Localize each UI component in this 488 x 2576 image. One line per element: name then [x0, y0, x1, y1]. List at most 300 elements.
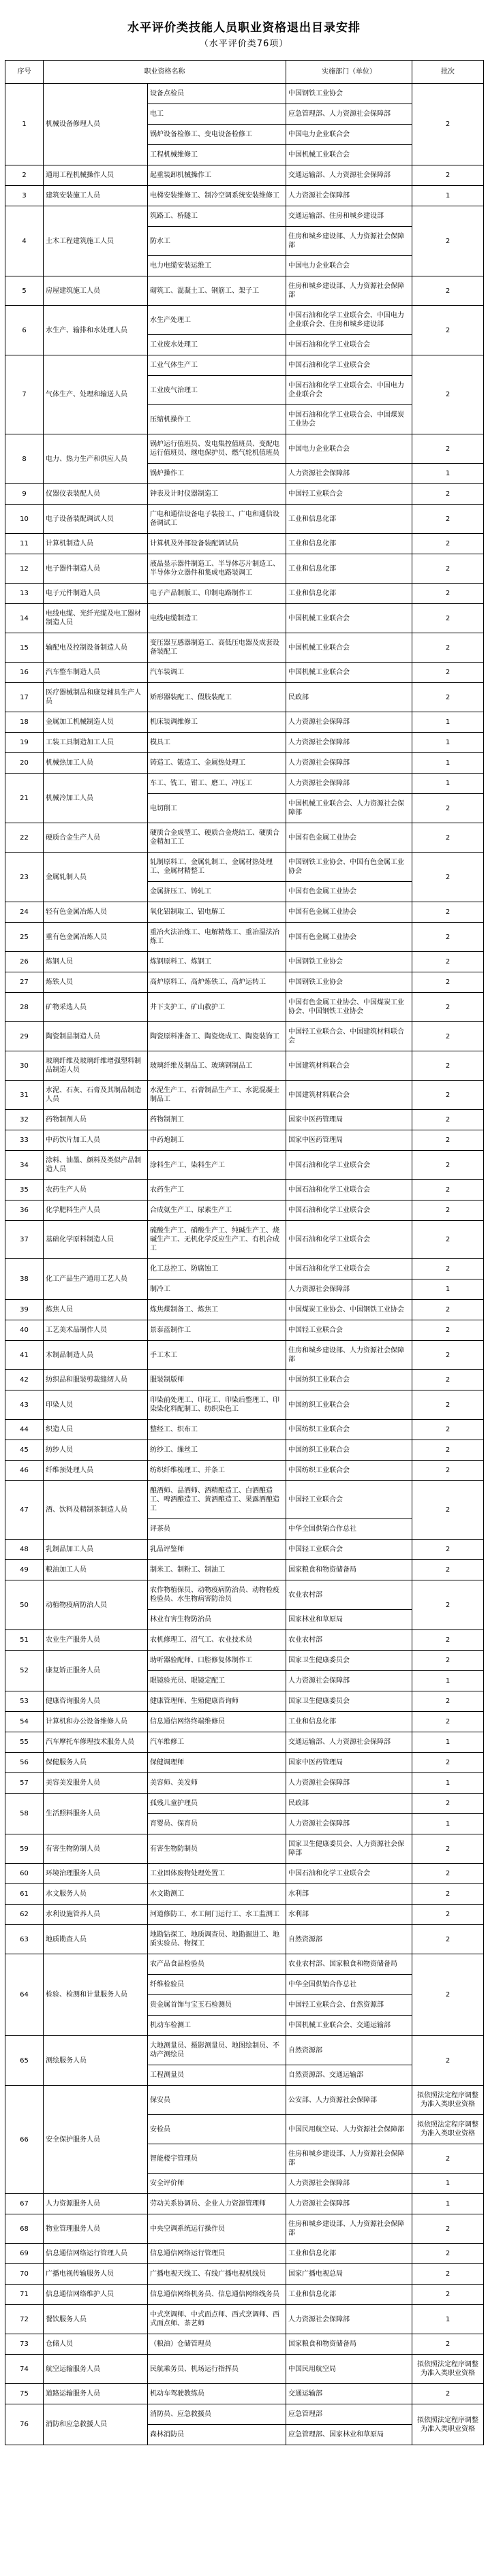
department-cell: 国家粮食和物资储备局 [286, 1560, 412, 1580]
department-cell: 中国轻工业联合会、自然资源部 [286, 1995, 412, 2016]
table-row [5, 853, 484, 882]
table-row [5, 1732, 484, 1753]
batch-cell: 2 [412, 633, 484, 663]
batch-cell: 拟依照法定程序调整为准入类职业资格 [412, 2086, 484, 2115]
qualification-cell: 劳动关系协调员、企业人力资源管理师 [148, 2194, 286, 2214]
table-row [5, 1151, 484, 1180]
batch-cell: 2 [412, 584, 484, 604]
department-cell: 工业和信息化部 [286, 584, 412, 604]
department-cell: 中国建筑材料联合会 [286, 1081, 412, 1110]
category-cell: 陶瓷制品制造人员 [44, 1022, 148, 1051]
batch-cell: 2 [412, 823, 484, 853]
table-row [5, 2264, 484, 2285]
department-cell: 中国建筑材料联合会 [286, 1051, 412, 1081]
department-cell: 中国电力企业联合会 [286, 434, 412, 464]
category-cell: 房屋建筑施工人员 [44, 276, 148, 306]
page-title: 水平评价类技能人员职业资格退出目录安排 [127, 21, 361, 35]
department-cell: 国家卫生健康委员会、人力资源社会保障部 [286, 1834, 412, 1864]
department-cell: 人力资源社会保障部 [286, 753, 412, 774]
batch-cell: 1 [412, 733, 484, 753]
qualification-cell: 设备点检员 [148, 84, 286, 104]
col-header-seq: 序号 [5, 61, 44, 84]
seq-cell: 37 [5, 1221, 44, 1259]
department-cell: 中国钢铁工业协会、中国有色金属工业协会 [286, 853, 412, 882]
qualification-cell: 广电和通信设备电子装接工、广电和通信设备调试工 [148, 505, 286, 534]
batch-cell: 2 [412, 1440, 484, 1461]
qualification-cell: 机动车检测工 [148, 2016, 286, 2036]
seq-cell: 72 [5, 2305, 44, 2334]
department-cell: 自然资源部 [286, 1925, 412, 1954]
qualification-cell: 印染前处理工、印花工、印染后整理工、印染染化料配制工、纺织染色工 [148, 1390, 286, 1420]
batch-cell: 2 [412, 1461, 484, 1481]
seq-cell: 27 [5, 972, 44, 993]
qualification-cell: 电线电缆制造工 [148, 604, 286, 633]
table-row [5, 1110, 484, 1130]
department-cell: 应急管理部、国家林业和草原局 [286, 2425, 412, 2445]
qualification-cell: 硬质合金成型工、硬质合金烧结工、硬质合金精加工工 [148, 823, 286, 853]
seq-cell: 12 [5, 554, 44, 584]
department-cell: 人力资源社会保障部 [286, 464, 412, 484]
qualification-cell: 玻璃纤维及制品工、玻璃钢制品工 [148, 1051, 286, 1081]
qualification-cell: 大地测量员、摄影测量员、地图绘制员、不动产测绘员 [148, 2036, 286, 2065]
category-cell: 仓储人员 [44, 2334, 148, 2355]
category-cell: 电子设备装配调试人员 [44, 505, 148, 534]
qualification-cell: 保健调理师 [148, 1753, 286, 1773]
seq-cell: 43 [5, 1390, 44, 1420]
category-cell: 电子元件制造人员 [44, 584, 148, 604]
department-cell: 工业和信息化部 [286, 2285, 412, 2305]
seq-cell: 64 [5, 1954, 44, 2036]
qualification-cell: 地勘钻探工、地质调查员、地勘掘进工、地质实验员、物探工 [148, 1925, 286, 1954]
table-row [5, 923, 484, 952]
seq-cell: 10 [5, 505, 44, 534]
batch-cell: 2 [412, 1580, 484, 1630]
batch-cell: 1 [412, 2174, 484, 2194]
table-row [5, 434, 484, 464]
department-cell: 中国石油和化学工业联合会 [286, 335, 412, 355]
table-row [5, 2305, 484, 2334]
batch-cell: 1 [412, 1671, 484, 1691]
department-cell: 中国钢铁工业协会 [286, 972, 412, 993]
department-cell: 人力资源社会保障部 [286, 774, 412, 794]
seq-cell: 55 [5, 1732, 44, 1753]
department-cell: 中国电力企业联合会 [286, 125, 412, 145]
batch-cell: 2 [412, 794, 484, 823]
category-cell: 信息通信网络运行管理人员 [44, 2244, 148, 2264]
department-cell: 自然资源部 [286, 2036, 412, 2065]
seq-cell: 63 [5, 1925, 44, 1954]
seq-cell: 53 [5, 1691, 44, 1712]
table-row [5, 2086, 484, 2115]
seq-cell: 61 [5, 1884, 44, 1905]
category-cell: 餐饮服务人员 [44, 2305, 148, 2334]
qualification-cell: 涂料生产工、染料生产工 [148, 1151, 286, 1180]
department-cell: 住房和城乡建设部、人力资源社会保障部 [286, 1341, 412, 1370]
department-cell: 民政部 [286, 1794, 412, 1814]
department-cell: 中国石油和化学工业联合会、中国电力企业联合会 [286, 376, 412, 405]
qualification-cell: 氧化铝制取工、铝电解工 [148, 902, 286, 923]
qualification-cell: 美容师、美发师 [148, 1773, 286, 1794]
category-cell: 水泥、石灰、石膏及其制品制造人员 [44, 1081, 148, 1110]
category-cell: 生活照料服务人员 [44, 1794, 148, 1834]
seq-cell: 15 [5, 633, 44, 663]
qualification-cell: 水泥生产工、石膏制品生产工、水泥混凝土制品工 [148, 1081, 286, 1110]
batch-cell: 2 [412, 1864, 484, 1884]
department-cell: 中国轻工业联合会、中国建筑材料联合会 [286, 1022, 412, 1051]
seq-cell: 35 [5, 1180, 44, 1200]
seq-cell: 28 [5, 993, 44, 1022]
qualification-cell: 安全评价师 [148, 2174, 286, 2194]
category-cell: 美容美发服务人员 [44, 1773, 148, 1794]
table-row [5, 1954, 484, 1975]
qualification-cell: 炼钢原料工、炼钢工 [148, 952, 286, 972]
qualification-cell: 孤残儿童护理员 [148, 1794, 286, 1814]
table-row [5, 774, 484, 794]
department-cell: 工业和信息化部 [286, 1712, 412, 1732]
qualification-cell: 整经工、织布工 [148, 1420, 286, 1440]
seq-cell: 11 [5, 534, 44, 554]
batch-cell: 拟依照法定程序调整为准入类职业资格 [412, 2355, 484, 2384]
qualification-cell: 景泰蓝制作工 [148, 1320, 286, 1341]
batch-cell: 2 [412, 1884, 484, 1905]
department-cell: 中国石油和化学工业联合会、中国电力企业联合会、住房和城乡建设部 [286, 306, 412, 335]
seq-cell: 3 [5, 186, 44, 206]
seq-cell: 76 [5, 2404, 44, 2445]
department-cell: 人力资源社会保障部 [286, 2305, 412, 2334]
batch-cell: 2 [412, 2334, 484, 2355]
category-cell: 安全保护服务人员 [44, 2086, 148, 2194]
table-row [5, 902, 484, 923]
department-cell: 工业和信息化部 [286, 554, 412, 584]
qualification-cell: 评茶员 [148, 1519, 286, 1540]
category-cell: 玻璃纤维及玻璃纤维增强塑料制品制造人员 [44, 1051, 148, 1081]
seq-cell: 67 [5, 2194, 44, 2214]
table-row [5, 2194, 484, 2214]
qualification-cell: 河道修防工、水工闸门运行工、水工监测工 [148, 1905, 286, 1925]
department-cell: 中国钢铁工业协会 [286, 84, 412, 104]
qualification-cell: 车工、铣工、钳工、磨工、冲压工 [148, 774, 286, 794]
department-cell: 人力资源社会保障部 [286, 1279, 412, 1300]
batch-cell: 2 [412, 1420, 484, 1440]
table-row [5, 1753, 484, 1773]
category-cell: 金属轧制人员 [44, 853, 148, 902]
qualification-cell: 矫形器装配工、假肢装配工 [148, 683, 286, 712]
seq-cell: 33 [5, 1130, 44, 1151]
category-cell: 金属加工机械制造人员 [44, 712, 148, 733]
batch-cell: 2 [412, 2036, 484, 2086]
batch-cell: 2 [412, 1834, 484, 1864]
seq-cell: 47 [5, 1481, 44, 1540]
qualification-cell: 育婴员、保育员 [148, 1814, 286, 1834]
category-cell: 计算机和办公设备维修人员 [44, 1712, 148, 1732]
category-cell: 基础化学原料制造人员 [44, 1221, 148, 1259]
qualification-cell: 电子产品制版工、印制电路制作工 [148, 584, 286, 604]
table-row [5, 1221, 484, 1259]
category-cell: 气体生产、处理和输送人员 [44, 355, 148, 434]
table-row [5, 2404, 484, 2425]
seq-cell: 39 [5, 1300, 44, 1320]
batch-cell: 2 [412, 902, 484, 923]
department-cell: 人力资源社会保障部 [286, 733, 412, 753]
page-subtitle: （水平评价类76项） [199, 39, 289, 49]
qualification-cell: 农药生产工 [148, 1180, 286, 1200]
category-cell: 广播电视传输服务人员 [44, 2264, 148, 2285]
qualification-cell: 广播电视天线工、有线广播电视机线员 [148, 2264, 286, 2285]
department-cell: 交通运输部 [286, 2384, 412, 2404]
table-row [5, 1461, 484, 1481]
category-cell: 轻有色金属冶炼人员 [44, 902, 148, 923]
table-row [5, 2334, 484, 2355]
qualification-cell: 计算机及外部设备装配调试员 [148, 534, 286, 554]
category-cell: 纺织品和服装剪裁缝纫人员 [44, 1370, 148, 1390]
table-row [5, 1630, 484, 1651]
table-row [5, 554, 484, 584]
table-row [5, 1773, 484, 1794]
department-cell: 住房和城乡建设部、人力资源社会保障部 [286, 2144, 412, 2174]
table-row [5, 733, 484, 753]
category-cell: 检验、检测和计量服务人员 [44, 1954, 148, 2036]
category-cell: 机械热加工人员 [44, 753, 148, 774]
seq-cell: 34 [5, 1151, 44, 1180]
qualification-cell: 有害生物防制员 [148, 1834, 286, 1864]
category-cell: 粮油加工人员 [44, 1560, 148, 1580]
col-header-department: 实施部门（单位） [286, 61, 412, 84]
table-row [5, 1712, 484, 1732]
table-row [5, 2384, 484, 2404]
department-cell: 中国纺织工业联合会 [286, 1440, 412, 1461]
seq-cell: 46 [5, 1461, 44, 1481]
department-cell: 中国钢铁工业协会 [286, 952, 412, 972]
department-cell: 中国纺织工业联合会 [286, 1390, 412, 1420]
qualification-exit-table [5, 60, 484, 2445]
qualification-cell: 信息通信网络运行管理员 [148, 2244, 286, 2264]
department-cell: 民政部 [286, 683, 412, 712]
table-row [5, 1864, 484, 1884]
qualification-cell: 工程测量员 [148, 2065, 286, 2086]
department-cell: 中国机械工业联合会 [286, 663, 412, 683]
category-cell: 木制品制造人员 [44, 1341, 148, 1370]
seq-cell: 52 [5, 1651, 44, 1691]
seq-cell: 74 [5, 2355, 44, 2384]
seq-cell: 14 [5, 604, 44, 633]
category-cell: 水利设施管养人员 [44, 1905, 148, 1925]
batch-cell: 1 [412, 753, 484, 774]
qualification-cell: 安检员 [148, 2115, 286, 2144]
category-cell: 建筑安装施工人员 [44, 186, 148, 206]
category-cell: 健康咨询服务人员 [44, 1691, 148, 1712]
department-cell: 国家中医药管理局 [286, 1753, 412, 1773]
seq-cell: 54 [5, 1712, 44, 1732]
department-cell: 农业农村部、国家粮食和物资储备局 [286, 1954, 412, 1975]
department-cell: 中国石油和化学工业联合会 [286, 355, 412, 376]
category-cell: 电线电缆、光纤光缆及电工器材制造人员 [44, 604, 148, 633]
department-cell: 中华全国供销合作总社 [286, 1975, 412, 1995]
seq-cell: 41 [5, 1341, 44, 1370]
batch-cell: 2 [412, 1925, 484, 1954]
department-cell: 中国石油和化学工业联合会 [286, 1259, 412, 1279]
batch-cell: 2 [412, 853, 484, 902]
table-row [5, 2244, 484, 2264]
seq-cell: 1 [5, 84, 44, 165]
table-row [5, 1580, 484, 1610]
department-cell: 国家中医药管理局 [286, 1130, 412, 1151]
category-cell: 动植物疫病防治人员 [44, 1580, 148, 1630]
batch-cell: 2 [412, 1110, 484, 1130]
batch-cell: 1 [412, 1773, 484, 1794]
table-row [5, 1130, 484, 1151]
batch-cell: 1 [412, 1814, 484, 1834]
department-cell: 中华全国供销合作总社 [286, 1519, 412, 1540]
seq-cell: 48 [5, 1540, 44, 1560]
category-cell: 涂料、油墨、颜料及类似产品制造人员 [44, 1151, 148, 1180]
seq-cell: 65 [5, 2036, 44, 2086]
seq-cell: 44 [5, 1420, 44, 1440]
table-row [5, 1884, 484, 1905]
qualification-cell: 电切削工 [148, 794, 286, 823]
category-cell: 中药饮片加工人员 [44, 1130, 148, 1151]
qualification-cell: 健康管理师、生殖健康咨询师 [148, 1691, 286, 1712]
table-row [5, 1905, 484, 1925]
table-row [5, 1481, 484, 1519]
batch-cell: 2 [412, 1341, 484, 1370]
qualification-cell: 中药炮制工 [148, 1130, 286, 1151]
qualification-cell: 制米工、制粉工、制油工 [148, 1560, 286, 1580]
qualification-cell: 砌筑工、混凝土工、钢筋工、架子工 [148, 276, 286, 306]
batch-cell: 2 [412, 923, 484, 952]
department-cell: 国家卫生健康委员会 [286, 1651, 412, 1671]
table-row [5, 186, 484, 206]
qualification-cell: 中央空调系统运行操作员 [148, 2214, 286, 2244]
qualification-cell: 轧制原料工、金属轧制工、金属材热处理工、金属材精整工 [148, 853, 286, 882]
batch-cell: 2 [412, 1221, 484, 1259]
department-cell: 中国有色金属工业协会 [286, 902, 412, 923]
department-cell: 国家中医药管理局 [286, 1110, 412, 1130]
batch-cell: 2 [412, 1540, 484, 1560]
table-row [5, 1540, 484, 1560]
batch-cell: 2 [412, 1320, 484, 1341]
batch-cell: 1 [412, 2305, 484, 2334]
batch-cell: 1 [412, 774, 484, 794]
seq-cell: 70 [5, 2264, 44, 2285]
seq-cell: 26 [5, 952, 44, 972]
seq-cell: 17 [5, 683, 44, 712]
batch-cell: 2 [412, 276, 484, 306]
department-cell: 中国纺织工业联合会 [286, 1461, 412, 1481]
qualification-cell: 金属挤压工、铸轧工 [148, 882, 286, 902]
batch-cell: 2 [412, 1560, 484, 1580]
table-row [5, 2036, 484, 2065]
table-row [5, 683, 484, 712]
qualification-cell: 手工木工 [148, 1341, 286, 1370]
department-cell: 人力资源社会保障部 [286, 1773, 412, 1794]
department-cell: 住房和城乡建设部、人力资源社会保障部 [286, 2214, 412, 2244]
qualification-cell: 液晶显示器件制造工、半导体芯片制造工、半导体分立器件和集成电路装调工 [148, 554, 286, 584]
qualification-cell: 制冷工 [148, 1279, 286, 1300]
category-cell: 信息通信网络维护人员 [44, 2285, 148, 2305]
department-cell: 水利部 [286, 1884, 412, 1905]
category-cell: 水文服务人员 [44, 1884, 148, 1905]
category-cell: 土木工程建筑施工人员 [44, 206, 148, 276]
table-row [5, 1259, 484, 1279]
seq-cell: 58 [5, 1794, 44, 1834]
batch-cell: 2 [412, 1051, 484, 1081]
batch-cell: 2 [412, 2384, 484, 2404]
department-cell: 中国有色金属工业协会 [286, 823, 412, 853]
table-row [5, 1081, 484, 1110]
category-cell: 汽车整车制造人员 [44, 663, 148, 683]
department-cell: 交通运输部、人力资源社会保障部 [286, 1732, 412, 1753]
category-cell: 矿物采选人员 [44, 993, 148, 1022]
seq-cell: 42 [5, 1370, 44, 1390]
seq-cell: 8 [5, 434, 44, 484]
batch-cell: 2 [412, 1151, 484, 1180]
batch-cell: 2 [412, 604, 484, 633]
qualification-cell: 工业废气治理工 [148, 376, 286, 405]
table-row [5, 2214, 484, 2244]
category-cell: 人力资源服务人员 [44, 2194, 148, 2214]
batch-cell: 2 [412, 2285, 484, 2305]
department-cell: 中国民用航空局 [286, 2355, 412, 2384]
qualification-cell: 水生产处理工 [148, 306, 286, 335]
category-cell: 酒、饮料及精制茶制造人员 [44, 1481, 148, 1540]
department-cell: 中国有色金属工业协会、中国煤炭工业协会、中国钢铁工业协会 [286, 993, 412, 1022]
table-row [5, 84, 484, 104]
category-cell: 炼铁人员 [44, 972, 148, 993]
seq-cell: 49 [5, 1560, 44, 1580]
qualification-cell: 纺纱工、缫丝工 [148, 1440, 286, 1461]
department-cell: 公安部、人力资源社会保障部 [286, 2086, 412, 2115]
department-cell: 交通运输部、住房和城乡建设部 [286, 206, 412, 227]
department-cell: 中国有色金属工业协会 [286, 882, 412, 902]
department-cell: 人力资源社会保障部 [286, 186, 412, 206]
qualification-cell: 眼镜验光员、眼镜定配工 [148, 1671, 286, 1691]
category-cell: 测绘服务人员 [44, 2036, 148, 2086]
qualification-cell: （粮油）仓储管理员 [148, 2334, 286, 2355]
table-row [5, 1440, 484, 1461]
qualification-cell: 重冶火法冶炼工、电解精炼工、重冶湿法冶炼工 [148, 923, 286, 952]
qualification-cell: 电梯安装维修工、制冷空调系统安装维修工 [148, 186, 286, 206]
batch-cell: 2 [412, 1081, 484, 1110]
department-cell: 中国民用航空局、人力资源社会保障部 [286, 2115, 412, 2144]
seq-cell: 2 [5, 165, 44, 186]
seq-cell: 24 [5, 902, 44, 923]
category-cell: 有害生物防制人员 [44, 1834, 148, 1864]
category-cell: 物业管理服务人员 [44, 2214, 148, 2244]
qualification-cell: 农产品食品检验员 [148, 1954, 286, 1975]
category-cell: 电力、热力生产和供应人员 [44, 434, 148, 484]
batch-cell: 2 [412, 554, 484, 584]
department-cell: 人力资源社会保障部 [286, 712, 412, 733]
table-row [5, 1200, 484, 1221]
qualification-cell: 硫酸生产工、硝酸生产工、纯碱生产工、烧碱生产工、无机化学反应生产工、有机合成工 [148, 1221, 286, 1259]
category-cell: 纤维预处理人员 [44, 1461, 148, 1481]
batch-cell: 2 [412, 534, 484, 554]
table-row [5, 206, 484, 227]
department-cell: 中国轻工业联合会 [286, 1540, 412, 1560]
batch-cell: 2 [412, 1390, 484, 1420]
batch-cell: 2 [412, 663, 484, 683]
col-header-qualification-name: 职业资格名称 [44, 61, 286, 84]
category-cell: 通用工程机械操作人员 [44, 165, 148, 186]
table-row [5, 1022, 484, 1051]
department-cell: 工业和信息化部 [286, 2244, 412, 2264]
table-row [5, 2355, 484, 2384]
table-row [5, 1925, 484, 1954]
batch-cell: 拟依照法定程序调整为准入类职业资格 [412, 2115, 484, 2144]
qualification-cell: 防水工 [148, 227, 286, 256]
seq-cell: 23 [5, 853, 44, 902]
batch-cell: 2 [412, 1022, 484, 1051]
